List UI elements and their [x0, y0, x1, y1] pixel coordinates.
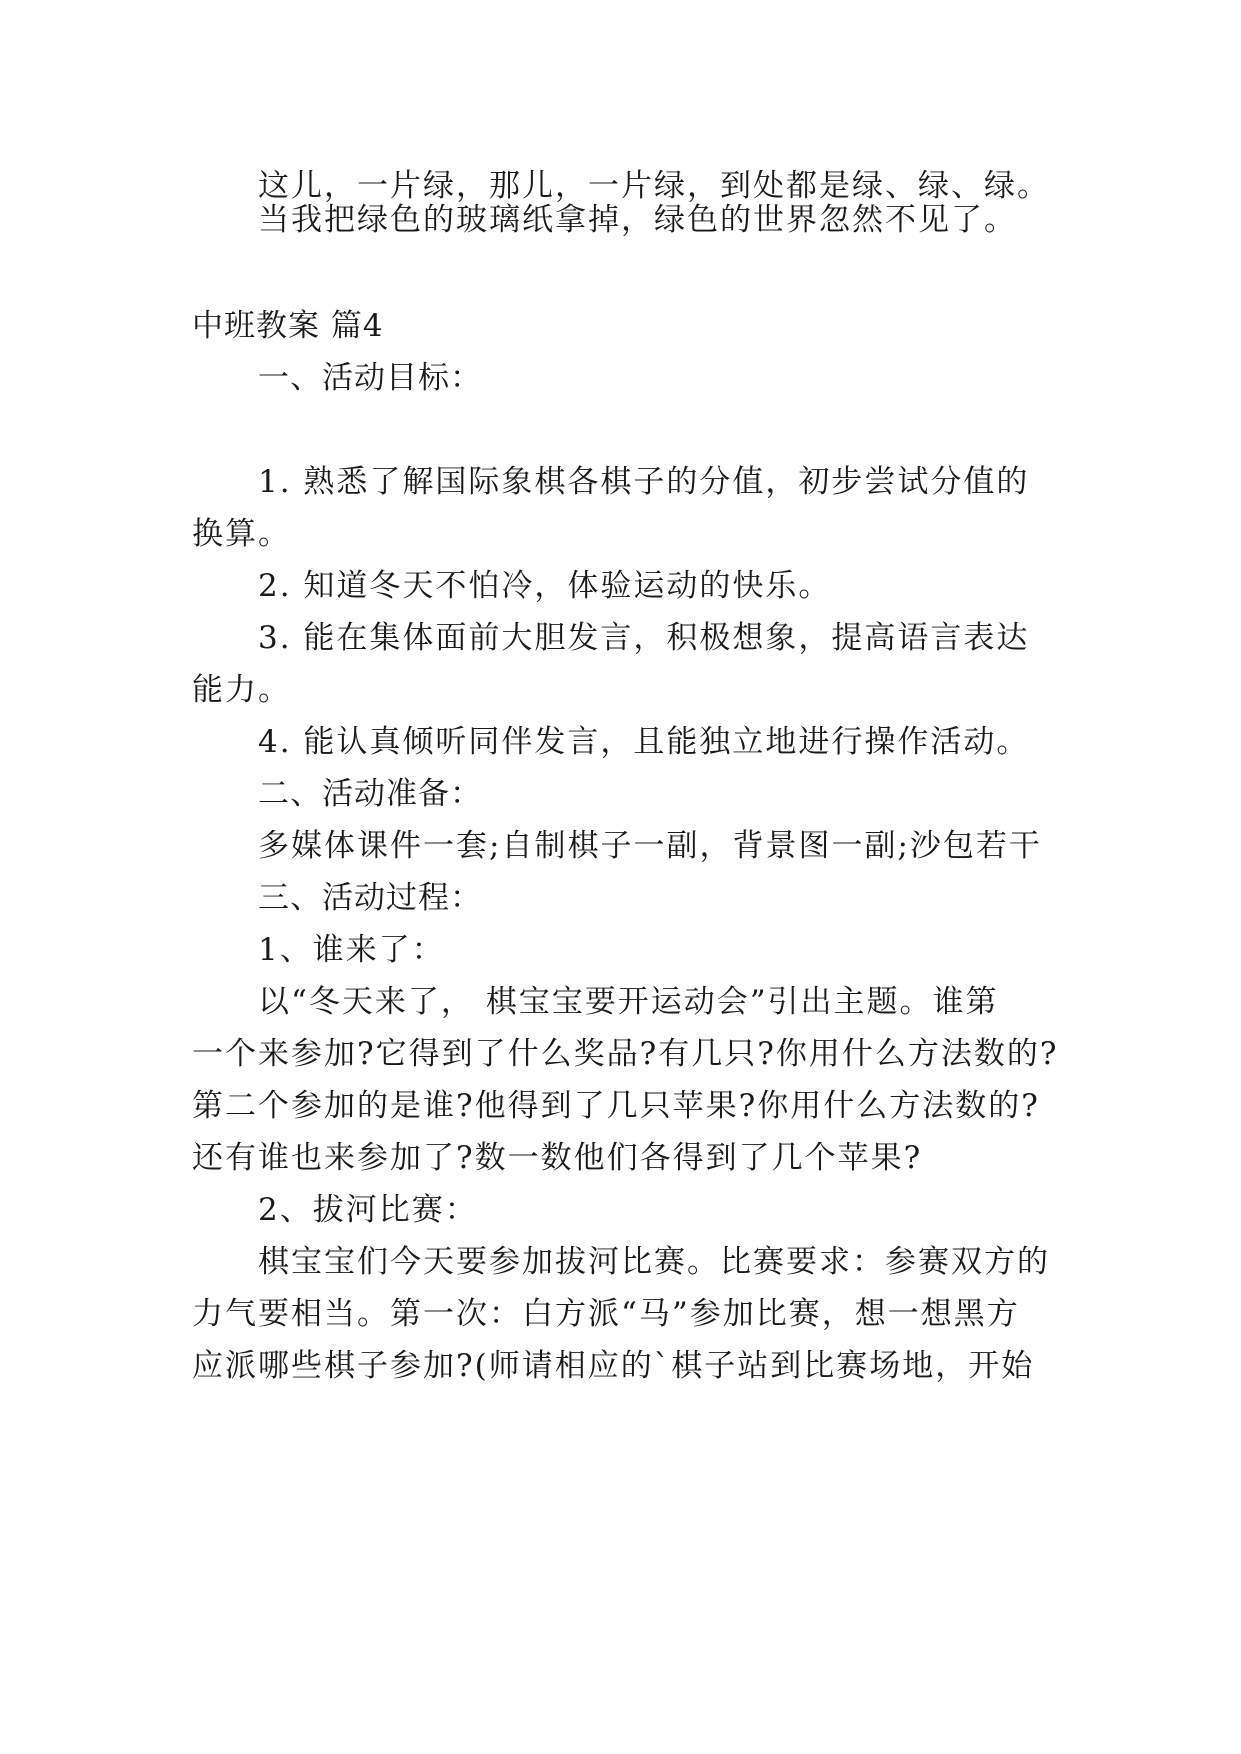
- step-1-line-2: 一个来参加?它得到了什么奖品?有几只?你用什么方法数的?: [192, 1036, 1059, 1072]
- goal-1-line-2: 换算。: [192, 516, 291, 552]
- prep-heading: 二、活动准备：: [258, 776, 482, 812]
- intro-line-1: 这儿，一片绿，那儿，一片绿，到处都是绿、绿、绿。: [258, 168, 1050, 204]
- goal-4: 4. 能认真倾听同伴发言，且能独立地进行操作活动。: [258, 724, 1030, 760]
- goal-1-line-1: 1. 熟悉了解国际象棋各棋子的分值，初步尝试分值的: [258, 464, 1030, 500]
- prep-text: 多媒体课件一套;自制棋子一副，背景图一副;沙包若干: [258, 828, 1042, 864]
- step-1-line-1: 以“冬天来了， 棋宝宝要开运动会”引出主题。谁第: [258, 984, 999, 1020]
- step-1-heading: 1、谁来了：: [258, 932, 445, 968]
- step-2-line-1: 棋宝宝们今天要参加拔河比赛。比赛要求：参赛双方的: [258, 1244, 1050, 1280]
- step-1-line-3: 第二个参加的是谁?他得到了几只苹果?你用什么方法数的?: [192, 1088, 1040, 1124]
- goal-3-line-2: 能力。: [192, 672, 291, 708]
- step-2-line-3: 应派哪些棋子参加?(师请相应的`棋子站到比赛场地，开始: [192, 1348, 1035, 1384]
- goal-2: 2. 知道冬天不怕冷，体验运动的快乐。: [258, 568, 832, 604]
- step-1-line-4: 还有谁也来参加了?数一数他们各得到了几个苹果?: [192, 1140, 923, 1176]
- goal-3-line-1: 3. 能在集体面前大胆发言，积极想象，提高语言表达: [258, 620, 1030, 656]
- step-2-heading: 2、拔河比赛：: [258, 1192, 478, 1228]
- intro-line-2: 当我把绿色的玻璃纸拿掉，绿色的世界忽然不见了。: [258, 202, 1017, 238]
- section-title: 中班教案 篇4: [192, 308, 384, 344]
- step-2-line-2: 力气要相当。第一次：白方派“马”参加比赛，想一想黑方: [192, 1296, 1020, 1332]
- process-heading: 三、活动过程：: [258, 880, 482, 916]
- goals-heading: 一、活动目标：: [258, 360, 482, 396]
